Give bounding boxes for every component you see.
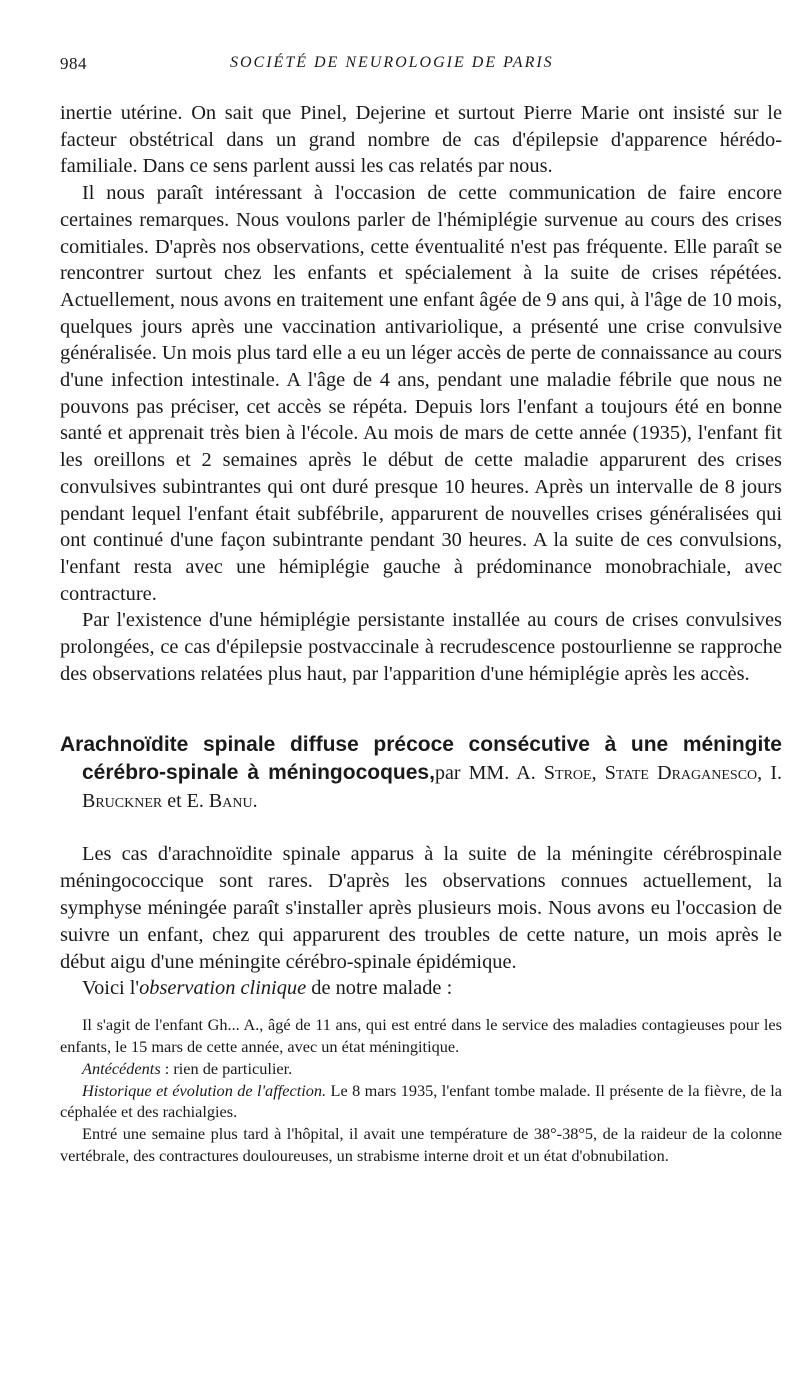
observation-paragraph-4: Entré une semaine plus tard à l'hôpital, il avait une température de 38°-38°5, de la raideur de la colonne vertébrale, des contractures douloureuses, un strabisme interne droit et un état d'obnubilation. [60, 1124, 782, 1166]
author-bruckner: Bruckner [82, 790, 163, 813]
observation-text [60, 1014, 782, 1167]
section-heading [60, 731, 782, 815]
observation-history [60, 1080, 782, 1124]
observation-paragraph-1: Il s'agit de l'enfant Gh... A., âgé de 11 ans, qui est entré dans le service des maladies contagieuses pour les enfants, le 15 mars de cette année, avec un état méningitique. [60, 1015, 782, 1057]
p2-italic: observation clinique [139, 977, 307, 1000]
article-paragraph-1: Les cas d'arachnoïdite spinale apparus à la suite de la méningite cérébrospinale méningococcique sont rares. D'après les observations connues actuellement, la symphyse méningée paraît s'installer après plusieurs mois. Nous avons eu l'occasion de suivre un enfant, chez qui apparurent des troubles de cette nature, un mois après le début aigu d'une méningite cérébro-spinale épidémique. [60, 843, 782, 973]
antecedents-text: : rien de particulier. [160, 1058, 293, 1078]
antecedents-label: Antécédents [82, 1058, 161, 1078]
p2-prefix: Voici l' [82, 977, 140, 1000]
section-title: Arachnoïdite spinale diffuse précoce consécutive à une méningite cérébro-spinale à méningocoques, [60, 733, 782, 785]
author-stroe: Stroe [543, 762, 592, 785]
document-page [60, 54, 782, 1167]
intro-text [60, 100, 782, 687]
author-banu: Banu. [208, 790, 258, 813]
author-draganesco: State Draganesco [604, 762, 758, 785]
history-text: Le 8 mars 1935, l'enfant tombe malade. Il présente de la fièvre, de la céphalée et des rachialgies. [60, 1080, 782, 1122]
article-paragraph-2 [60, 975, 782, 1002]
running-title: SOCIÉTÉ DE NEUROLOGIE DE PARIS [230, 54, 554, 71]
author-3-initial: I. [770, 762, 783, 785]
p2-suffix: de notre malade : [306, 977, 453, 1000]
observation-antecedents [60, 1058, 782, 1080]
intro-paragraph-2: Il nous paraît intéressant à l'occasion de cette communication de faire encore certaines remarques. Nous voulons parler de l'hémiplégie survenue au cours des crises comitiales. D'après nos observations, cette éventualité n'est pas fréquente. Elle paraît se rencontrer surtout chez les enfants et spécialement à la suite de crises répétées. Actuellement, nous avons en traitement une enfant âgée de 9 ans qui, à l'âge de 10 mois, quelques jours après une vaccination antivariolique, a présenté une crise convulsive généralisée. Un mois plus tard elle a eu un léger accès de perte de connaissance au cours d'une infection intestinale. A l'âge de 4 ans, pendant une maladie fébrile que nous ne pouvons pas préciser, cet accès se répéta. Depuis lors l'enfant a toujours été en bonne santé et apprenait très bien à l'école. Au mois de mars de cette année (1935), l'enfant fit les oreillons et 2 semaines après le début de cette maladie apparurent des crises convulsives subintrantes qui ont duré presque 10 heures. Après un intervalle de 8 jours pendant lequel l'enfant était subfébrile, apparurent de nouvelles crises généralisées qui ont continué d'une façon subintrante pendant 30 heures. A la suite de ces convulsions, l'enfant resta avec une hémiplégie gauche à prédominance monobrachiale, avec contracture. [60, 182, 782, 605]
article-text [60, 841, 782, 1002]
intro-paragraph-3: Par l'existence d'une hémiplégie persistante installée au cours de crises convulsives prolongées, ce cas d'épilepsie postvaccinale à recrudescence postourlienne se rapproche des observations relatées plus haut, par l'apparition d'une hémiplégie après les accès. [60, 609, 782, 685]
section-authors: par MM. A. Stroe, State Draganesco, I. Bruckner et E. Banu. [82, 762, 783, 813]
history-label: Historique et évolution de l'affection. [82, 1080, 327, 1100]
authors-prefix: par MM. A. [434, 762, 536, 785]
author-4-initial: et E. [167, 790, 204, 813]
page-number: 984 [60, 54, 87, 73]
intro-paragraph-1: inertie utérine. On sait que Pinel, Dejerine et surtout Pierre Marie ont insisté sur le facteur obstétrical dans un grand nombre de cas d'épilepsie d'apparence hérédo-familiale. Dans ce sens parlent aussi les cas relatés par nous. [60, 102, 782, 178]
running-header [60, 54, 782, 80]
